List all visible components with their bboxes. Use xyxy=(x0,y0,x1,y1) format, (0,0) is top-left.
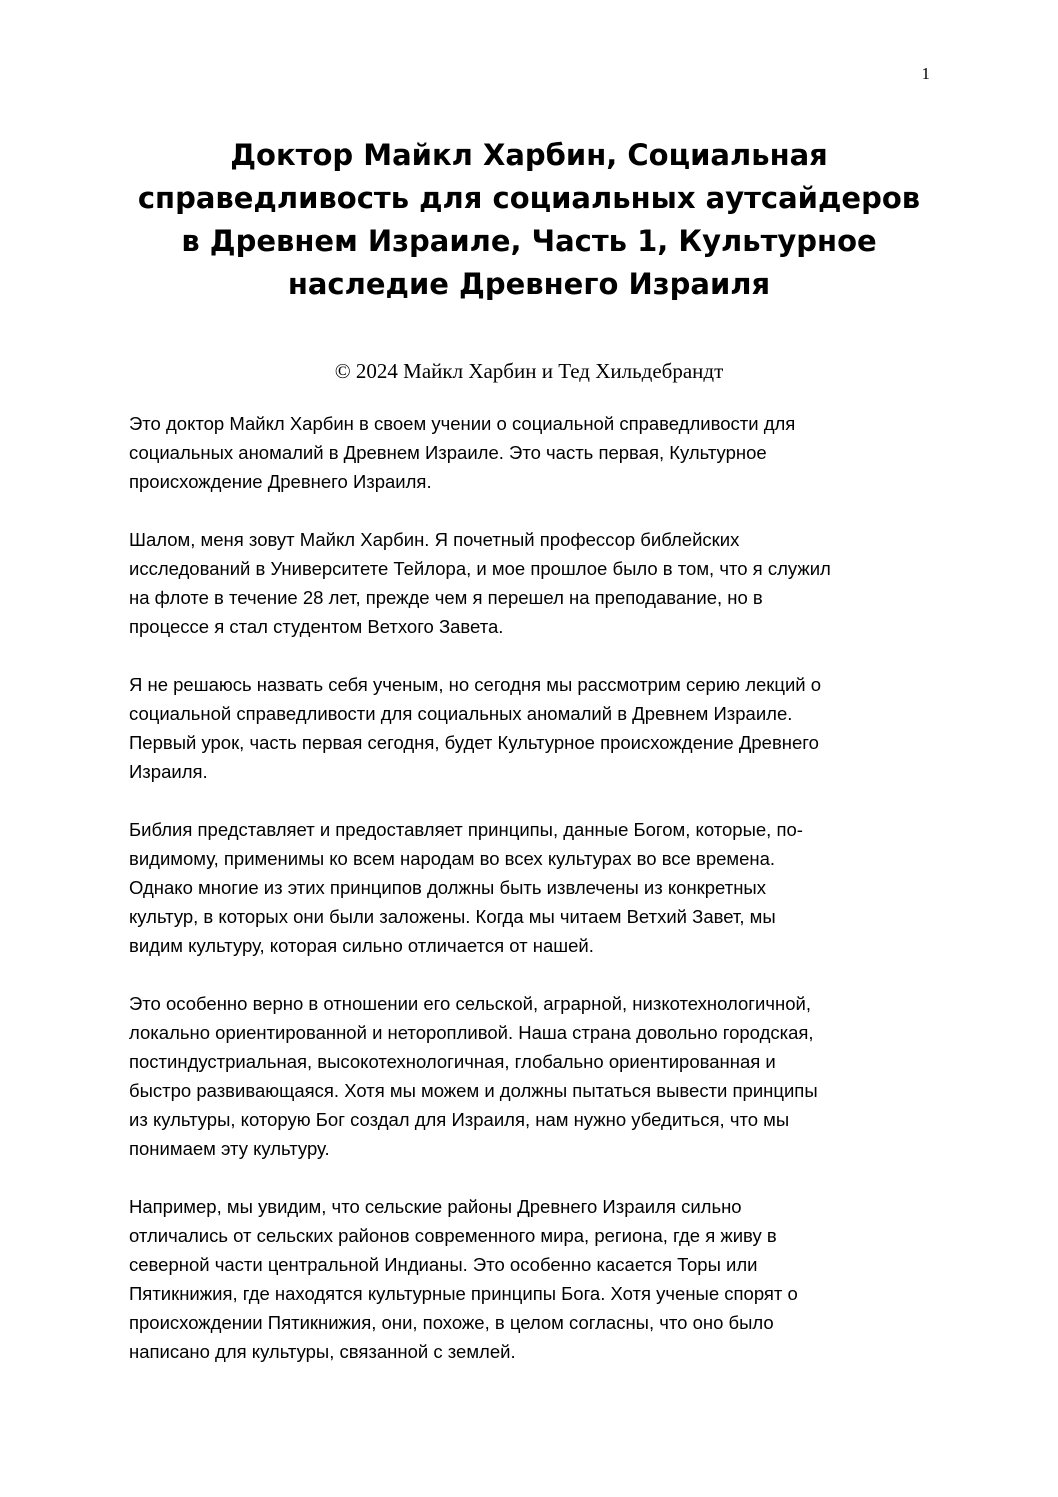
text-line: постиндустриальная, высокотехнологичная, глобально ориентированная и xyxy=(129,1051,776,1072)
text-line: отличались от сельских районов современного мира, региона, где я живу в xyxy=(129,1225,777,1246)
paragraph xyxy=(129,1192,949,1366)
text-line: Израиля. xyxy=(129,761,208,782)
text-line: понимаем эту культуру. xyxy=(129,1138,330,1159)
document-body xyxy=(129,409,949,1395)
text-line: северной части центральной Индианы. Это особенно касается Торы или xyxy=(129,1254,758,1275)
text-line: написано для культуры, связанной с землей. xyxy=(129,1341,516,1362)
title-line: справедливость для социальных аутсайдеров xyxy=(137,181,921,215)
text-line: культур, в которых они были заложены. Когда мы читаем Ветхий Завет, мы xyxy=(129,906,776,927)
paragraph xyxy=(129,525,949,641)
text-line: происхождении Пятикнижия, они, похоже, в целом согласны, что оно было xyxy=(129,1312,774,1333)
text-line: Библия представляет и предоставляет принципы, данные Богом, которые, по- xyxy=(129,819,803,840)
paragraph xyxy=(129,409,949,496)
text-line: происхождение Древнего Израиля. xyxy=(129,471,432,492)
text-line: Однако многие из этих принципов должны быть извлечены из конкретных xyxy=(129,877,766,898)
text-line: Например, мы увидим, что сельские районы Древнего Израиля сильно xyxy=(129,1196,742,1217)
text-line: исследований в Университете Тейлора, и мое прошлое было в том, что я служил xyxy=(129,558,831,579)
text-line: локально ориентированной и неторопливой. Наша страна довольно городская, xyxy=(129,1022,814,1043)
text-line: из культуры, которую Бог создал для Израиля, нам нужно убедиться, что мы xyxy=(129,1109,790,1130)
text-line: видимому, применимы ко всем народам во всех культурах во все времена. xyxy=(129,848,776,869)
text-line: Я не решаюсь назвать себя ученым, но сегодня мы рассмотрим серию лекций о xyxy=(129,674,822,695)
title-line: наследие Древнего Израиля xyxy=(287,267,771,301)
paragraph xyxy=(129,989,949,1163)
text-line: процессе я стал студентом Ветхого Завета. xyxy=(129,616,504,637)
text-line: Шалом, меня зовут Майкл Харбин. Я почетный профессор библейских xyxy=(129,529,740,550)
copyright-line: © 2024 Майкл Харбин и Тед Хильдебрандт xyxy=(334,359,724,383)
text-line: социальных аномалий в Древнем Израиле. Это часть первая, Культурное xyxy=(129,442,767,463)
text-line: на флоте в течение 28 лет, прежде чем я перешел на преподавание, но в xyxy=(129,587,763,608)
text-line: Это особенно верно в отношении его сельской, аграрной, низкотехнологичной, xyxy=(129,993,811,1014)
paragraph xyxy=(129,815,949,960)
paragraph xyxy=(129,670,949,786)
text-line: социальной справедливости для социальных аномалий в Древнем Израиле. xyxy=(129,703,793,724)
page-number: 1 xyxy=(921,64,930,83)
text-line: быстро развивающаяся. Хотя мы можем и должны пытаться вывести принципы xyxy=(129,1080,818,1101)
title-line: Доктор Майкл Харбин, Социальная xyxy=(230,138,828,172)
text-line: видим культуру, которая сильно отличается от нашей. xyxy=(129,935,594,956)
title-line: в Древнем Израиле, Часть 1, Культурное xyxy=(181,224,877,258)
text-line: Пятикнижия, где находятся культурные принципы Бога. Хотя ученые спорят о xyxy=(129,1283,798,1304)
text-line: Это доктор Майкл Харбин в своем учении о социальной справедливости для xyxy=(129,413,796,434)
text-line: Первый урок, часть первая сегодня, будет Культурное происхождение Древнего xyxy=(129,732,819,753)
document-title xyxy=(130,134,928,306)
